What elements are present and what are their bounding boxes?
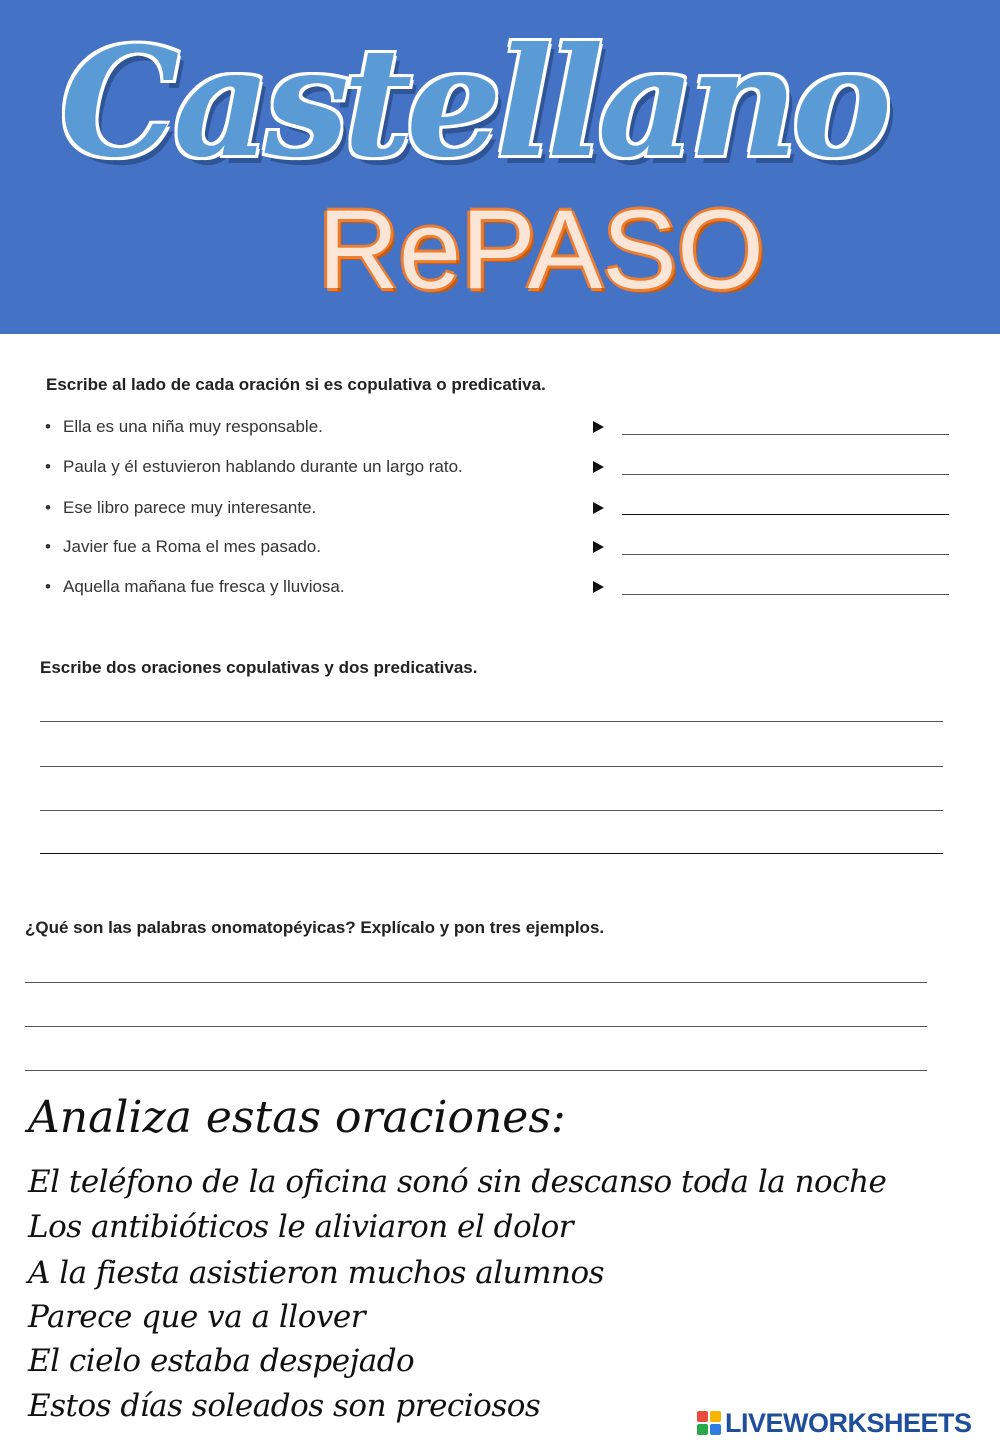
header-banner bbox=[0, 0, 1000, 334]
sentence-text: Aquella mañana fue fresca y lluviosa. bbox=[63, 577, 345, 596]
analysis-sentence: El teléfono de la oficina sonó sin descanso toda la noche bbox=[28, 1164, 887, 1200]
writing-line-6[interactable] bbox=[25, 1026, 927, 1027]
section4-title: Analiza estas oraciones: bbox=[28, 1092, 566, 1143]
bullet-icon: • bbox=[45, 537, 51, 556]
analysis-sentence: Estos días soleados son preciosos bbox=[28, 1388, 541, 1424]
worksheet-subtitle: RePASO bbox=[318, 187, 765, 312]
arrow-icon bbox=[593, 502, 604, 514]
liveworksheets-logo-icon bbox=[697, 1411, 721, 1435]
arrow-icon bbox=[593, 461, 604, 473]
answer-field-4[interactable] bbox=[622, 554, 949, 555]
bullet-icon: • bbox=[45, 457, 51, 476]
list-item bbox=[45, 498, 316, 518]
arrow-icon bbox=[593, 581, 604, 593]
section1-title: Escribe al lado de cada oración si es copulativa o predicativa. bbox=[46, 375, 546, 394]
writing-line-4[interactable] bbox=[40, 853, 943, 854]
answer-field-5[interactable] bbox=[622, 594, 949, 595]
analysis-sentence: Los antibióticos le aliviaron el dolor bbox=[28, 1209, 574, 1245]
writing-line-1[interactable] bbox=[40, 721, 943, 722]
writing-line-7[interactable] bbox=[25, 1070, 927, 1071]
sentence-text: Ese libro parece muy interesante. bbox=[63, 498, 317, 517]
list-item bbox=[45, 537, 321, 557]
liveworksheets-logo bbox=[697, 1407, 972, 1439]
list-item bbox=[45, 577, 345, 597]
writing-line-5[interactable] bbox=[25, 982, 927, 983]
bullet-icon: • bbox=[45, 498, 51, 517]
list-item bbox=[45, 457, 463, 477]
analysis-sentence: El cielo estaba despejado bbox=[28, 1343, 415, 1379]
sentence-text: Javier fue a Roma el mes pasado. bbox=[63, 537, 321, 556]
answer-field-2[interactable] bbox=[622, 474, 949, 475]
answer-field-3[interactable] bbox=[622, 514, 949, 515]
arrow-icon bbox=[593, 541, 604, 553]
writing-line-2[interactable] bbox=[40, 766, 943, 767]
logo-text: LIVEWORKSHEETS bbox=[725, 1407, 972, 1438]
writing-line-3[interactable] bbox=[40, 810, 943, 811]
list-item bbox=[45, 417, 323, 437]
analysis-sentence: Parece que va a llover bbox=[28, 1299, 366, 1335]
worksheet-title: Castellano bbox=[60, 15, 887, 191]
answer-field-1[interactable] bbox=[622, 434, 949, 435]
section2-title: Escribe dos oraciones copulativas y dos predicativas. bbox=[40, 658, 478, 677]
section3-title: ¿Qué son las palabras onomatopéyicas? Explícalo y pon tres ejemplos. bbox=[25, 918, 605, 937]
arrow-icon bbox=[593, 421, 604, 433]
bullet-icon: • bbox=[45, 417, 51, 436]
sentence-text: Paula y él estuvieron hablando durante un largo rato. bbox=[63, 457, 463, 476]
sentence-text: Ella es una niña muy responsable. bbox=[63, 417, 323, 436]
bullet-icon: • bbox=[45, 577, 51, 596]
analysis-sentence: A la fiesta asistieron muchos alumnos bbox=[28, 1255, 605, 1291]
